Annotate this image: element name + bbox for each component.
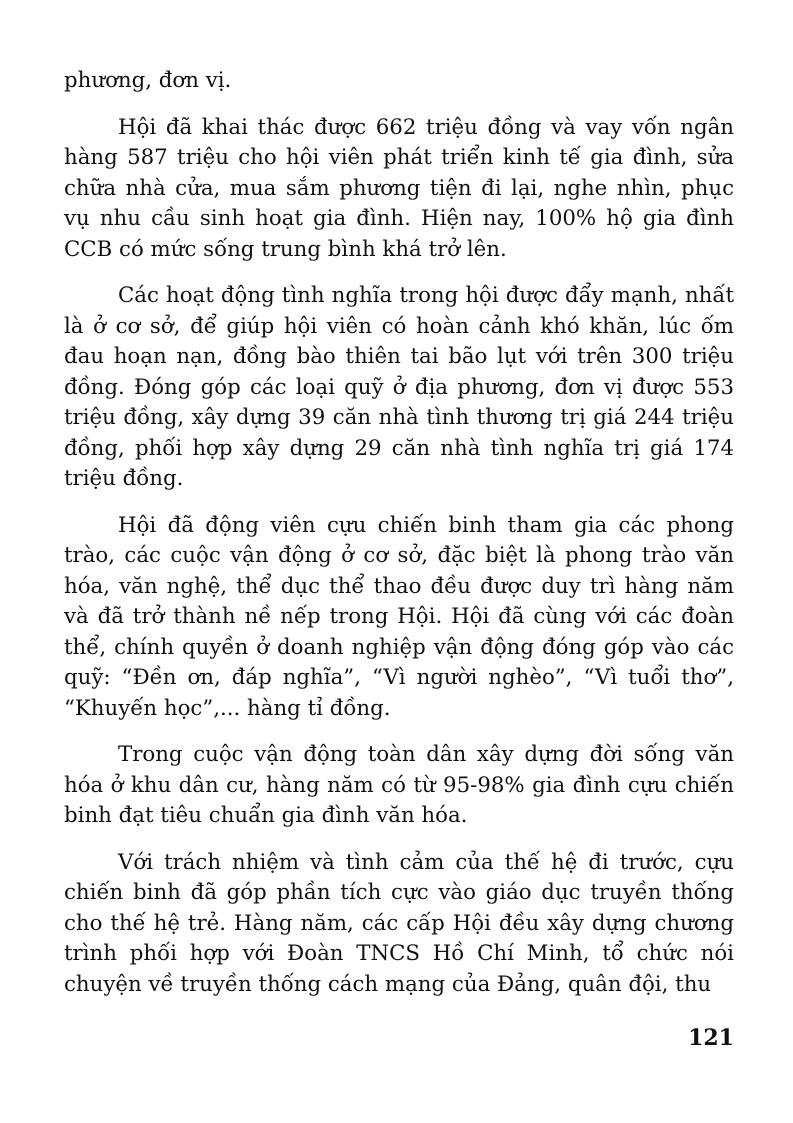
paragraph-cultural-life: Trong cuộc vận động toàn dân xây dựng đời sống văn hóa ở khu dân cư, hàng năm có từ 95-98% gia đình cựu chiến binh đạt tiêu chuẩn gia đình văn hóa. [64,742,734,828]
paragraph-charity: Các hoạt động tình nghĩa trong hội được đẩy mạnh, nhất là ở cơ sở, để giúp hội viên có hoàn cảnh khó khăn, lúc ốm đau hoạn nạn, đồng bào thiên tai bão lụt với trên 300 triệu đồng. Đóng góp các loại quỹ ở địa phương, đơn vị được 553 triệu đồng, xây dựng 39 căn nhà tình thương trị giá 244 triệu đồng, phối hợp xây dựng 29 căn nhà tình nghĩa trị giá 174 triệu đồng. [64,283,734,491]
page-number: 121 [688,1025,734,1051]
body-text [64,66,734,1016]
paragraph-continuation: phương, đơn vị. [64,68,232,93]
paragraph-funding: Hội đã khai thác được 662 triệu đồng và vay vốn ngân hàng 587 triệu cho hội viên phát triển kinh tế gia đình, sửa chữa nhà cửa, mua sắm phương tiện đi lại, nghe nhìn, phục vụ nhu cầu sinh hoạt gia đình. Hiện nay, 100% hộ gia đình CCB có mức sống trung bình khá trở lên. [64,114,734,262]
paragraph-movements: Hội đã động viên cựu chiến binh tham gia các phong trào, các cuộc vận động ở cơ sở, đặc biệt là phong trào văn hóa, văn nghệ, thể dục thể thao đều được duy trì hàng năm và đã trở thành nề nếp trong Hội. Hội đã cùng với các đoàn thể, chính quyền ở doanh nghiệp vận động đóng góp vào các quỹ: “Đền ơn, đáp nghĩa”, “Vì người nghèo”, “Vì tuổi thơ”, “Khuyến học”,... hàng tỉ đồng. [64,512,734,721]
paragraph-education: Với trách nhiệm và tình cảm của thế hệ đi trước, cựu chiến binh đã góp phần tích cực vào giáo dục truyền thống cho thế hệ trẻ. Hàng năm, các cấp Hội đều xây dựng chương trình phối hợp với Đoàn TNCS Hồ Chí Minh, tổ chức nói chuyện về truyền thống cách mạng của Đảng, quân đội, thu [64,849,734,997]
